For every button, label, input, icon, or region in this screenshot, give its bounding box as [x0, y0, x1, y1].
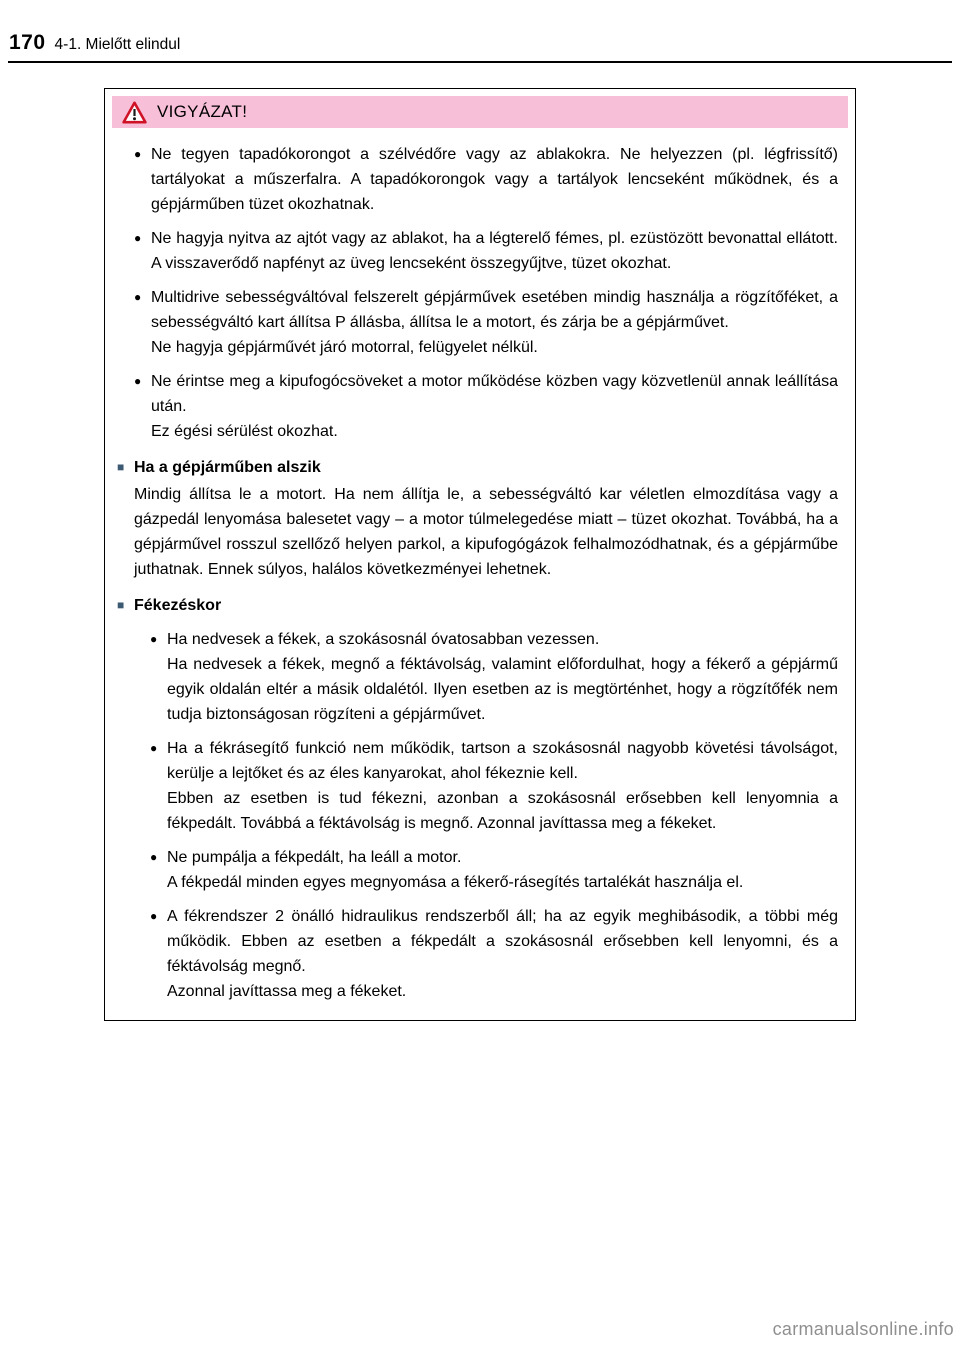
subsection-paragraph: Mindig állítsa le a motort. Ha nem állítja le, a sebességváltó kar véletlen elmozdítása vagy a gázpedál lenyomása balesetet vagy – a motor túlmelegedése miatt – tüzet okozhat. Továbbá, ha a gépjárművel rosszul szellőző helyen parkol, a kipufogógázok felhalmozódhatnak, és a gépjárműbe juthatnak. Ennek súlyos, halálos következményei lehetnek. [134, 486, 838, 578]
bullet-line: Ha nedvesek a fékek, a szokásosnál óvatosabban vezessen. [167, 631, 600, 648]
bullet-text [167, 845, 838, 895]
caution-bullet [150, 904, 838, 1004]
subsection-heading [117, 593, 838, 618]
caution-bullet [134, 369, 838, 444]
caution-bullet [150, 845, 838, 895]
bullet-text [151, 369, 838, 444]
watermark: carmanualsonline.info [772, 1319, 954, 1339]
bullet-line: Ne tegyen tapadókorongot a szélvédőre vagy az ablakokra. Ne helyezzen (pl. légfrissítő) tartályokat a műszerfalra. A tapadókorongok vagy a tartályok lencseként működnek, és a gépjárműben tüzet okozhatnak. [151, 146, 838, 213]
bullet-icon: ● [150, 632, 158, 646]
caution-bullet [150, 627, 838, 727]
caution-bullet [134, 142, 838, 217]
chapter-title: 4-1. Mielőtt elindul [54, 36, 181, 53]
subsection-title: Fékezéskor [134, 597, 222, 614]
bullet-text [167, 904, 838, 1004]
bullet-icon: ● [134, 231, 142, 245]
bullet-line: Azonnal javíttassa meg a fékeket. [167, 983, 407, 1000]
square-bullet-icon: ■ [117, 598, 125, 612]
bullet-line: Multidrive sebességváltóval felszerelt gépjárművek esetében mindig használja a rögzítőféket, a sebességváltó kart állítsa P állásba, állítsa le a motort, és zárja be a gépjárművet. [151, 289, 838, 331]
caution-title: VIGYÁZAT! [157, 102, 248, 121]
warning-triangle-icon [122, 101, 147, 124]
bullet-text [167, 736, 838, 836]
bullet-icon: ● [150, 741, 158, 755]
bullet-line: Ebben az esetben is tud fékezni, azonban a szokásosnál erősebben kell lenyomnia a fékpedált. Továbbá a féktávolság is megnő. Azonnal javíttassa meg a fékeket. [167, 790, 838, 832]
bullet-line: Ne érintse meg a kipufogócsöveket a motor működése közben vagy közvetlenül annak leállítása után. [151, 373, 838, 415]
bullet-text [151, 226, 838, 276]
subsection-braking [117, 593, 838, 1004]
caution-body [112, 128, 848, 1006]
square-bullet-icon: ■ [117, 460, 125, 474]
page-header [9, 31, 180, 55]
caution-bullet [134, 226, 838, 276]
bullet-icon: ● [134, 374, 142, 388]
bullet-line: Ha nedvesek a fékek, megnő a féktávolság, valamint előfordulhat, hogy a fékerő a gépjármű egyik oldalán eltér a másik oldalétól. Ilyen esetben az is megtörténhet, hogy a rögzítőfék nem tudja biztonságosan rögzíteni a gépjárművet. [167, 656, 838, 723]
bullet-icon: ● [134, 147, 142, 161]
caution-title-bar [112, 96, 848, 128]
subsection-title: Ha a gépjárműben alszik [134, 459, 321, 476]
caution-bullet [134, 285, 838, 360]
bullet-icon: ● [134, 290, 142, 304]
page-number: 170 [9, 31, 46, 54]
bullet-icon: ● [150, 850, 158, 864]
bullet-line: Ne hagyja gépjárművét járó motorral, felügyelet nélkül. [151, 339, 538, 356]
bullet-text [151, 142, 838, 217]
subsection-heading [117, 455, 838, 480]
subsection-sleeping-in-vehicle [117, 455, 838, 582]
bullet-line: A fékpedál minden egyes megnyomása a fékerő-rásegítés tartalékát használja el. [167, 874, 744, 891]
bullet-text [151, 285, 838, 360]
bullet-line: Ne pumpálja a fékpedált, ha leáll a motor. [167, 849, 462, 866]
bullet-line: Ez égési sérülést okozhat. [151, 423, 338, 440]
header-divider [8, 61, 952, 63]
bullet-line: A fékrendszer 2 önálló hidraulikus rendszerből áll; ha az egyik meghibásodik, a többi még működik. Ebben az esetben a fékpedált a szokásosnál erősebben kell lenyomni, és a féktávolság megnő. [167, 908, 838, 975]
bullet-text [167, 627, 838, 727]
caution-bullet [150, 736, 838, 836]
caution-box [104, 88, 856, 1021]
bullet-line: Ha a fékrásegítő funkció nem működik, tartson a szokásosnál nagyobb követési távolságot, kerülje a lejtőket és az éles kanyarokat, ahol fékeznie kell. [167, 740, 838, 782]
bullet-icon: ● [150, 909, 158, 923]
bullet-line: Ne hagyja nyitva az ajtót vagy az ablakot, ha a légterelő fémes, pl. ezüstözött bevonattal ellátott. A visszaverődő napfényt az üveg lencseként összegyűjtve, tüzet okozhat. [151, 230, 838, 272]
